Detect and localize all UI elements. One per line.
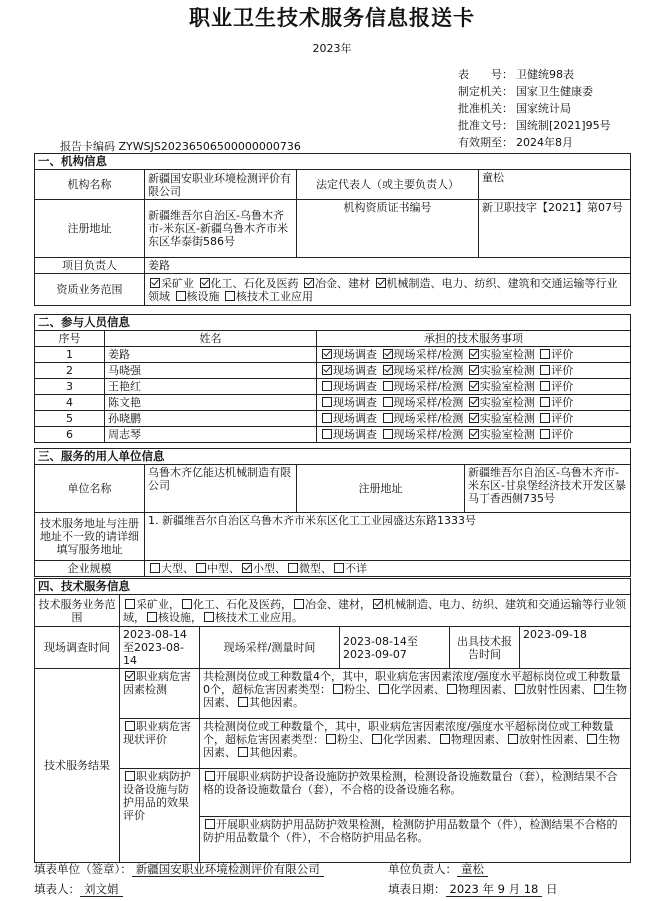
task-option: 现场调查 (320, 428, 377, 441)
checkbox-icon[interactable] (383, 413, 393, 423)
table-row (35, 363, 631, 379)
form-year: 2023年 (312, 42, 352, 55)
org-name-label: 机构名称 (35, 170, 145, 200)
scope-option: 采矿业 (148, 277, 194, 290)
hazard-type: 生物因素、 (203, 733, 620, 759)
section-1-header: 一、机构信息 (35, 154, 631, 170)
report-time-label: 出具技术报告时间 (450, 627, 520, 669)
meta-line: 批准文号： 国统制[2021]95号 (458, 119, 611, 132)
checkbox-icon[interactable] (379, 684, 389, 694)
filler-name[interactable]: 刘文娟 (80, 882, 123, 897)
checkbox-icon[interactable] (205, 771, 215, 781)
unit-addr: 新疆维吾尔自治区-乌鲁木齐市-米东区-甘泉堡经济技术开发区暴马丁香西侧735号 (465, 465, 631, 513)
staff-name: 陈文艳 (105, 395, 317, 411)
checkbox-icon[interactable] (469, 365, 479, 375)
col-no-header: 序号 (35, 331, 105, 347)
checkbox-icon[interactable] (326, 734, 336, 744)
size-option: 不详 (332, 562, 367, 575)
checkbox-icon[interactable] (383, 381, 393, 391)
size-option: 小型、 (240, 562, 286, 575)
org-addr: 新疆维吾尔自治区-乌鲁木齐市-米东区-新疆乌鲁木齐市米东区华泰街586号 (145, 200, 297, 258)
task-option: 现场采样/检测 (381, 396, 464, 409)
unit-name: 乌鲁木齐亿能达机械制造有限公司 (145, 465, 297, 513)
checkbox-icon[interactable] (225, 291, 235, 301)
result-eval-text: 共检测岗位或工种数量个，其中，职业病危害因素浓度/强度水平超标岗位或工种数量个，超标危害因素类型： 粉尘、 化学因素、 物理因素、 放射性因素、 生物因素、 其他因素。 (200, 719, 631, 769)
svc-scope-option: 化工、石化及医药， (180, 598, 292, 611)
checkbox-icon[interactable] (540, 381, 550, 391)
task-option: 评价 (538, 412, 573, 425)
task-option: 评价 (538, 396, 573, 409)
staff-name: 周志琴 (105, 427, 317, 443)
checkbox-icon[interactable] (238, 747, 248, 757)
task-option: 现场采样/检测 (381, 412, 464, 425)
employer-table (34, 448, 631, 577)
hazard-type: 粉尘、 (331, 683, 377, 696)
size-option: 大型、 (148, 562, 194, 575)
hazard-type: 化学因素、 (377, 683, 445, 696)
checkbox-icon[interactable] (373, 599, 383, 609)
task-option: 实验室检测 (467, 428, 535, 441)
checkbox-icon[interactable] (587, 734, 597, 744)
task-option: 现场调查 (320, 412, 377, 425)
checkbox-icon[interactable] (508, 734, 518, 744)
staff-tasks (317, 347, 631, 363)
checkbox-icon[interactable] (204, 612, 214, 622)
checkbox-icon[interactable] (125, 721, 135, 731)
checkbox-icon[interactable] (196, 563, 206, 573)
hazard-type: 其他因素。 (236, 696, 304, 709)
footer-date: 填表日期： 2023 年 9 月 18 日 (388, 882, 558, 896)
footer-head: 单位负责人： 童松 (388, 861, 488, 877)
checkbox-icon[interactable] (125, 771, 135, 781)
hazard-type: 物理因素、 (445, 683, 513, 696)
service-table (34, 578, 631, 863)
svc-scope-option: 核技术工业应用。 (202, 611, 303, 624)
meta-line: 有效期至： 2024年8月 (458, 136, 573, 149)
task-option: 评价 (538, 364, 573, 377)
checkbox-icon[interactable] (383, 365, 393, 375)
checkbox-icon[interactable] (540, 397, 550, 407)
checkbox-icon[interactable] (242, 563, 252, 573)
legal-rep-label: 法定代表人（或主要负责人） (297, 170, 479, 200)
checkbox-icon[interactable] (440, 734, 450, 744)
pm-name: 姜路 (145, 258, 631, 274)
org-info-table (34, 153, 631, 306)
table-row (35, 427, 631, 443)
staff-tasks (317, 379, 631, 395)
hazard-type: 物理因素、 (438, 733, 506, 746)
checkbox-icon[interactable] (540, 365, 550, 375)
report-time: 2023-09-18 (520, 627, 631, 669)
unit-addr-label: 注册地址 (297, 465, 465, 513)
hazard-type: 化学因素、 (370, 733, 438, 746)
staff-no: 4 (35, 395, 105, 411)
staff-no: 1 (35, 347, 105, 363)
task-option: 实验室检测 (467, 396, 535, 409)
hazard-type: 生物因素、 (203, 683, 627, 709)
table-row (35, 379, 631, 395)
service-addr-label: 技术服务地址与注册地址不一致的请详细填写服务地址 (35, 513, 145, 561)
staff-no: 3 (35, 379, 105, 395)
staff-tasks (317, 395, 631, 411)
task-option: 评价 (538, 380, 573, 393)
task-option: 评价 (538, 348, 573, 361)
staff-name: 姜路 (105, 347, 317, 363)
svc-scope-option: 机械制造、电力、纺织、建筑和交通运输等行业领域， (123, 597, 626, 624)
staff-name: 王艳红 (105, 379, 317, 395)
checkbox-icon[interactable] (469, 397, 479, 407)
org-name: 新疆国安职业环境检测评价有限公司 (145, 170, 297, 200)
hazard-type: 粉尘、 (324, 733, 370, 746)
section-2-header: 二、参与人员信息 (35, 315, 631, 331)
checkbox-icon[interactable] (150, 563, 160, 573)
size-option: 微型、 (286, 562, 332, 575)
footer-unit: 填表单位（签章）： 新疆国安职业环境检测评价有限公司 (34, 861, 324, 877)
filling-unit[interactable]: 新疆国安职业环境检测评价有限公司 (132, 862, 324, 877)
result-detection-text: 共检测岗位或工种数量4个，其中，职业病危害因素浓度/强度水平超标岗位或工种数量0个，超标危害因素类型： 粉尘、 化学因素、 物理因素、 放射性因素、 生物因素、 其他因素。 (200, 669, 631, 719)
task-option: 实验室检测 (467, 348, 535, 361)
checkbox-icon[interactable] (333, 684, 343, 694)
unit-head[interactable]: 童松 (457, 862, 488, 877)
staff-name: 马晓强 (105, 363, 317, 379)
checkbox-icon[interactable] (205, 819, 215, 829)
hazard-type: 放射性因素、 (513, 683, 592, 696)
checkbox-icon[interactable] (469, 413, 479, 423)
checkbox-icon[interactable] (125, 599, 135, 609)
checkbox-icon[interactable] (176, 291, 186, 301)
result-protect-ppe-text: 开展职业病防护用品防护效果检测，检测防护用品数量个（件），检测结果不合格的防护用品数量个（件），不合格防护用品名称。 (200, 817, 631, 863)
checkbox-icon[interactable] (322, 349, 332, 359)
checkbox-icon[interactable] (469, 349, 479, 359)
checkbox-icon[interactable] (540, 349, 550, 359)
checkbox-icon[interactable] (200, 278, 210, 288)
meta-line: 表 号： 卫健统98表 (458, 68, 574, 81)
scope-option: 核技术工业应用 (223, 290, 313, 303)
col-name-header: 姓名 (105, 331, 317, 347)
checkbox-icon[interactable] (447, 684, 457, 694)
checkbox-icon[interactable] (125, 671, 135, 681)
result-label: 技术服务结果 (35, 669, 120, 863)
footer-filler: 填表人： 刘文娟 (34, 881, 123, 897)
checkbox-icon[interactable] (540, 429, 550, 439)
checkbox-icon[interactable] (515, 684, 525, 694)
scope-option: 机械制造、电力、纺织、建筑和交通运输等行业领域 (148, 276, 618, 303)
checkbox-icon[interactable] (469, 429, 479, 439)
checkbox-icon[interactable] (383, 349, 393, 359)
staff-no: 5 (35, 411, 105, 427)
task-option: 现场采样/检测 (381, 364, 464, 377)
col-task-header: 承担的技术服务事项 (317, 331, 631, 347)
report-code: 报告卡编码 ZYWSJS20236506500000000736 (60, 140, 301, 153)
section-3-header: 三、服务的用人单位信息 (35, 449, 631, 465)
size-option: 中型、 (194, 562, 240, 575)
hazard-type: 其他因素。 (236, 746, 304, 759)
unit-name-label: 单位名称 (35, 465, 145, 513)
checkbox-icon[interactable] (376, 278, 386, 288)
checkbox-icon[interactable] (304, 278, 314, 288)
pm-label: 项目负责人 (35, 258, 145, 274)
sample-time: 2023-08-14至2023-09-07 (340, 627, 450, 669)
svc-scope-option: 核设施， (145, 611, 202, 624)
fill-date[interactable]: 2023 年 9 月 18 (446, 882, 543, 897)
checkbox-icon[interactable] (372, 734, 382, 744)
task-option: 现场调查 (320, 380, 377, 393)
task-option: 现场采样/检测 (381, 348, 464, 361)
staff-tasks (317, 427, 631, 443)
task-option: 现场调查 (320, 348, 377, 361)
scope-label: 资质业务范围 (35, 274, 145, 306)
checkbox-icon[interactable] (322, 365, 332, 375)
hazard-type: 放射性因素、 (506, 733, 585, 746)
svc-scope-option: 采矿业， (123, 598, 180, 611)
result-eval-label: 职业病危害现状评价 (120, 719, 200, 769)
task-option: 实验室检测 (467, 364, 535, 377)
checkbox-icon[interactable] (383, 429, 393, 439)
survey-time-label: 现场调查时间 (35, 627, 120, 669)
checkbox-icon[interactable] (334, 563, 344, 573)
table-row (35, 411, 631, 427)
staff-tasks (317, 363, 631, 379)
svc-scope-option: 冶金、建材， (292, 598, 371, 611)
task-option: 评价 (538, 428, 573, 441)
checkbox-icon[interactable] (147, 612, 157, 622)
sample-time-label: 现场采样/测量时间 (200, 627, 340, 669)
task-option: 现场采样/检测 (381, 428, 464, 441)
checkbox-icon[interactable] (322, 413, 332, 423)
checkbox-icon[interactable] (294, 599, 304, 609)
checkbox-icon[interactable] (322, 397, 332, 407)
staff-tasks (317, 411, 631, 427)
scope-options (145, 274, 631, 306)
checkbox-icon[interactable] (469, 381, 479, 391)
staff-no: 2 (35, 363, 105, 379)
checkbox-icon[interactable] (288, 563, 298, 573)
result-detection-label: 职业病危害因素检测 (120, 669, 200, 719)
result-protect-label: 职业病防护设备设施与防护用品的效果评价 (120, 769, 200, 863)
result-protect-equip-text: 开展职业病防护设备设施防护效果检测，检测设备设施数量台（套），检测结果不合格的设备设施数量台（套），不合格的设备设施名称。 (200, 769, 631, 817)
cert-no: 新卫职技字【2021】第07号 (479, 200, 631, 258)
meta-line: 制定机关： 国家卫生健康委 (458, 85, 593, 98)
task-option: 现场调查 (320, 396, 377, 409)
table-row (35, 347, 631, 363)
checkbox-icon[interactable] (383, 397, 393, 407)
scope-option: 化工、石化及医药 (198, 277, 299, 290)
task-option: 现场调查 (320, 364, 377, 377)
legal-rep: 童松 (479, 170, 631, 200)
checkbox-icon[interactable] (322, 429, 332, 439)
form-title: 职业卫生技术服务信息报送卡 (189, 6, 475, 30)
size-options (145, 561, 631, 577)
section-4-header: 四、技术服务信息 (35, 579, 631, 595)
task-option: 现场采样/检测 (381, 380, 464, 393)
checkbox-icon[interactable] (594, 684, 604, 694)
staff-no: 6 (35, 427, 105, 443)
scope-option: 冶金、建材 (302, 277, 370, 290)
size-label: 企业规模 (35, 561, 145, 577)
cert-label: 机构资质证书编号 (297, 200, 479, 258)
task-option: 实验室检测 (467, 380, 535, 393)
svc-scope-label: 技术服务业务范围 (35, 595, 120, 627)
meta-line: 批准机关： 国家统计局 (458, 102, 571, 115)
checkbox-icon[interactable] (238, 697, 248, 707)
checkbox-icon[interactable] (150, 278, 160, 288)
checkbox-icon[interactable] (322, 381, 332, 391)
staff-name: 孙晓鹏 (105, 411, 317, 427)
svc-scope-options (120, 595, 631, 627)
checkbox-icon[interactable] (182, 599, 192, 609)
survey-time: 2023-08-14至2023-08-14 (120, 627, 200, 669)
service-addr: 1. 新疆维吾尔自治区乌鲁木齐市米东区化工工业园盛达东路1333号 (145, 513, 631, 561)
scope-option: 核设施 (174, 290, 220, 303)
table-row (35, 395, 631, 411)
checkbox-icon[interactable] (540, 413, 550, 423)
task-option: 实验室检测 (467, 412, 535, 425)
staff-table (34, 314, 631, 443)
org-addr-label: 注册地址 (35, 200, 145, 258)
